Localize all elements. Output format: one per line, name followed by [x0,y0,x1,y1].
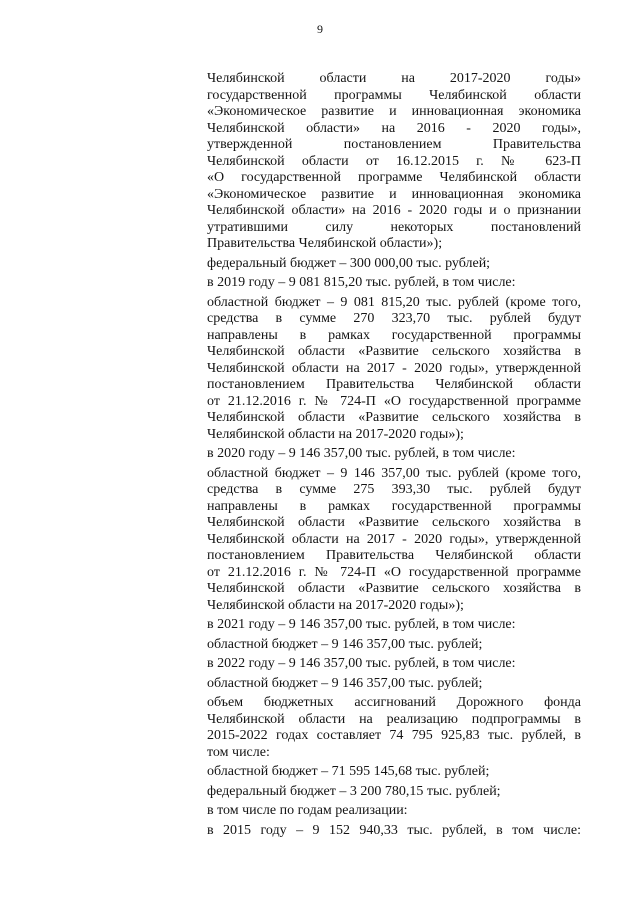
paragraph [207,466,581,615]
text-line: том числе: [207,744,270,760]
paragraph [207,656,581,673]
paragraph [207,446,581,463]
text-line: в 2022 году – 9 146 357,00 тыс. рублей, в том числе: [207,656,516,671]
text-line: областной бюджет – 9 146 357,00 тыс. рублей; [207,636,483,652]
paragraph [207,71,581,253]
paragraph [207,617,581,634]
paragraph [207,695,581,761]
text-line: постановлением Правительства Челябинской области [207,377,581,392]
text-line: областной бюджет – 9 146 357,00 тыс. рублей (кроме того, [207,465,581,481]
text-line: Челябинской области на реализацию подпрограммы в [207,711,581,727]
text-line: в 2015 году – 9 152 940,33 тыс. рублей, в том числе: [207,822,581,838]
paragraph [207,676,581,693]
text-line: Челябинской области «Развитие сельского хозяйства в [207,581,581,596]
text-line: в 2021 году – 9 146 357,00 тыс. рублей, в том числе: [207,617,516,632]
text-line: утратившими силу некоторых постановлений [207,219,581,235]
text-line: Челябинской области на 2017-2020 годы» [207,71,581,86]
text-line: объем бюджетных ассигнований Дорожного фонда [207,695,581,710]
paragraph [207,637,581,654]
text-line: утвержденной постановлением Правительства [207,137,581,152]
text-line: областной бюджет – 71 595 145,68 тыс. рублей; [207,764,490,779]
paragraph [207,803,581,820]
text-line: средства в сумме 270 323,70 тыс. рублей будут [207,311,581,326]
page-number: 9 [317,22,323,36]
text-line: средства в сумме 275 393,30 тыс. рублей будут [207,482,581,497]
text-line: Челябинской области «Развитие сельского хозяйства в [207,344,581,359]
text-line: 2015-2022 годах составляет 74 795 925,83 тыс. рублей, в [207,728,581,743]
text-line: направлены в рамках государственной программы [207,498,581,514]
text-line: «Экономическое развитие и инновационная экономика [207,104,581,119]
text-line: областной бюджет – 9 146 357,00 тыс. рублей; [207,675,483,691]
text-line: от 21.12.2016 г. № 724-П «О государственной программе [207,393,581,409]
text-line: Челябинской области» на 2016 - 2020 годы и о признании [207,203,581,218]
text-line: Челябинской области на 2017 - 2020 годы», утвержденной [207,531,581,547]
text-line: в 2020 году – 9 146 357,00 тыс. рублей, в том числе: [207,446,516,461]
text-line: Челябинской области «Развитие сельского хозяйства в [207,515,581,530]
text-line: областной бюджет – 9 081 815,20 тыс. рублей (кроме того, [207,294,581,310]
paragraph [207,256,581,273]
text-line: в том числе по годам реализации: [207,803,408,818]
text-line: Челябинской области на 2017 - 2020 годы», утвержденной [207,360,581,376]
text-line: Челябинской области» на 2016 - 2020 годы», [207,120,581,136]
text-line: Челябинской области на 2017-2020 годы»); [207,426,464,442]
text-line: от 21.12.2016 г. № 724-П «О государственной программе [207,564,581,580]
text-line: «Экономическое развитие и инновационная экономика [207,186,581,202]
text-line: постановлением Правительства Челябинской области [207,548,581,563]
text-line: в 2019 году – 9 081 815,20 тыс. рублей, в том числе: [207,275,516,290]
text-line: направлены в рамках государственной программы [207,327,581,343]
text-line: Челябинской области от 16.12.2015 г. № 623-П [207,153,581,169]
text-line: Правительства Челябинской области»); [207,236,443,251]
text-line: Челябинской области на 2017-2020 годы»); [207,597,464,613]
paragraph [207,295,581,444]
paragraph [207,823,581,840]
paragraph [207,275,581,292]
text-line: федеральный бюджет – 300 000,00 тыс. рублей; [207,255,491,271]
paragraph [207,764,581,781]
text-line: «О государственной программе Челябинской области [207,170,581,185]
text-line: государственной программы Челябинской области [207,87,581,103]
document-body [207,71,581,839]
paragraph [207,784,581,801]
text-line: Челябинской области «Развитие сельского хозяйства в [207,410,581,425]
text-line: федеральный бюджет – 3 200 780,15 тыс. рублей; [207,783,501,799]
